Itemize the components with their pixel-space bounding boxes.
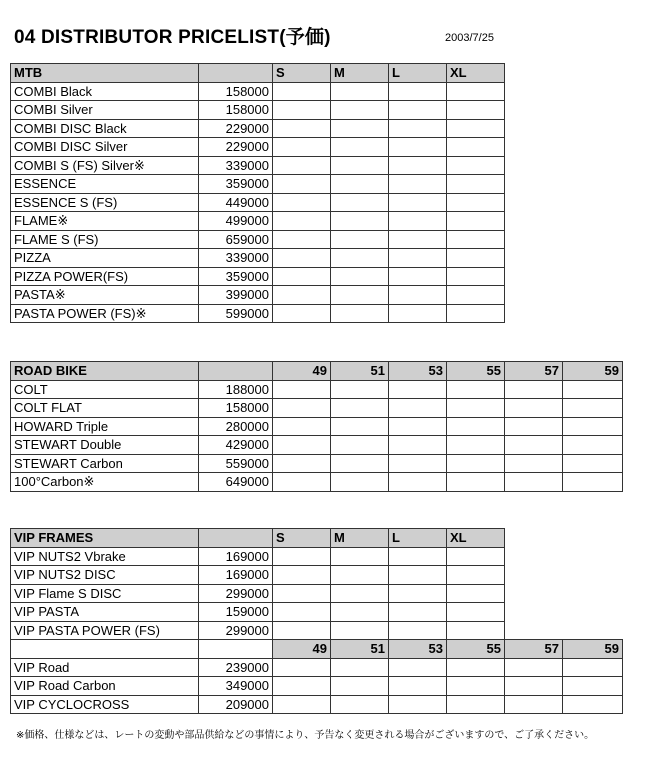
vip-road-size-header-row bbox=[11, 640, 623, 659]
table-row bbox=[11, 101, 505, 120]
model-name: VIP CYCLOCROSS bbox=[11, 695, 199, 714]
order-cell bbox=[389, 101, 447, 120]
order-cell bbox=[273, 399, 331, 418]
order-cell bbox=[563, 399, 623, 418]
order-cell bbox=[331, 249, 389, 268]
order-cell bbox=[273, 304, 331, 323]
model-price: 169000 bbox=[199, 547, 273, 566]
order-cell bbox=[447, 156, 505, 175]
order-cell bbox=[447, 304, 505, 323]
order-cell bbox=[273, 138, 331, 157]
price-header bbox=[199, 64, 273, 83]
model-price: 299000 bbox=[199, 621, 273, 640]
model-price: 158000 bbox=[199, 101, 273, 120]
order-cell bbox=[331, 138, 389, 157]
blank-cell bbox=[563, 566, 623, 585]
order-cell bbox=[331, 156, 389, 175]
table-row bbox=[11, 82, 505, 101]
table-row bbox=[11, 230, 505, 249]
size-header: 59 bbox=[563, 640, 623, 659]
order-cell bbox=[389, 658, 447, 677]
price-header bbox=[199, 362, 273, 381]
blank-cell bbox=[563, 584, 623, 603]
section-heading: MTB bbox=[11, 64, 199, 83]
order-cell bbox=[447, 267, 505, 286]
size-header: 53 bbox=[389, 362, 447, 381]
blank-cell bbox=[563, 547, 623, 566]
model-price: 449000 bbox=[199, 193, 273, 212]
order-cell bbox=[505, 417, 563, 436]
table-row bbox=[11, 156, 505, 175]
order-cell bbox=[331, 304, 389, 323]
order-cell bbox=[389, 677, 447, 696]
model-price: 649000 bbox=[199, 473, 273, 492]
size-header: 49 bbox=[273, 362, 331, 381]
model-price: 599000 bbox=[199, 304, 273, 323]
order-cell bbox=[389, 138, 447, 157]
model-name: COMBI Silver bbox=[11, 101, 199, 120]
model-name: PASTA※ bbox=[11, 286, 199, 305]
table-row bbox=[11, 658, 623, 677]
order-cell bbox=[447, 454, 505, 473]
table-row bbox=[11, 212, 505, 231]
page-title: 04 DISTRIBUTOR PRICELIST(予価) bbox=[14, 27, 331, 48]
order-cell bbox=[447, 119, 505, 138]
order-cell bbox=[389, 454, 447, 473]
order-cell bbox=[389, 566, 447, 585]
order-cell bbox=[331, 193, 389, 212]
table-row bbox=[11, 417, 623, 436]
blank-cell bbox=[563, 529, 623, 548]
table-row bbox=[11, 473, 623, 492]
model-name: FLAME S (FS) bbox=[11, 230, 199, 249]
order-cell bbox=[331, 566, 389, 585]
blank-cell bbox=[505, 529, 563, 548]
order-cell bbox=[273, 380, 331, 399]
size-header: 55 bbox=[447, 640, 505, 659]
model-name: VIP Road Carbon bbox=[11, 677, 199, 696]
order-cell bbox=[505, 473, 563, 492]
model-name: COLT FLAT bbox=[11, 399, 199, 418]
order-cell bbox=[273, 101, 331, 120]
order-cell bbox=[389, 119, 447, 138]
model-name: COLT bbox=[11, 380, 199, 399]
order-cell bbox=[389, 584, 447, 603]
order-cell bbox=[505, 695, 563, 714]
order-cell bbox=[563, 677, 623, 696]
price-header bbox=[199, 529, 273, 548]
order-cell bbox=[273, 454, 331, 473]
model-name: VIP Flame S DISC bbox=[11, 584, 199, 603]
blank-cell bbox=[505, 603, 563, 622]
model-name: VIP PASTA bbox=[11, 603, 199, 622]
order-cell bbox=[389, 436, 447, 455]
order-cell bbox=[273, 584, 331, 603]
size-header: 57 bbox=[505, 640, 563, 659]
section-heading: ROAD BIKE bbox=[11, 362, 199, 381]
order-cell bbox=[447, 175, 505, 194]
order-cell bbox=[331, 380, 389, 399]
order-cell bbox=[273, 473, 331, 492]
size-header: S bbox=[273, 529, 331, 548]
model-name: STEWART Double bbox=[11, 436, 199, 455]
model-name: HOWARD Triple bbox=[11, 417, 199, 436]
order-cell bbox=[389, 175, 447, 194]
order-cell bbox=[273, 677, 331, 696]
model-price: 349000 bbox=[199, 677, 273, 696]
order-cell bbox=[447, 212, 505, 231]
model-price: 429000 bbox=[199, 436, 273, 455]
order-cell bbox=[331, 621, 389, 640]
order-cell bbox=[447, 566, 505, 585]
size-header: L bbox=[389, 64, 447, 83]
model-name: VIP PASTA POWER (FS) bbox=[11, 621, 199, 640]
order-cell bbox=[447, 417, 505, 436]
order-cell bbox=[331, 119, 389, 138]
table-row bbox=[11, 621, 623, 640]
size-header: 51 bbox=[331, 640, 389, 659]
order-cell bbox=[505, 454, 563, 473]
table-row bbox=[11, 267, 505, 286]
size-header: XL bbox=[447, 529, 505, 548]
blank-cell bbox=[505, 621, 563, 640]
model-price: 399000 bbox=[199, 286, 273, 305]
model-name: ESSENCE bbox=[11, 175, 199, 194]
order-cell bbox=[273, 547, 331, 566]
model-price: 280000 bbox=[199, 417, 273, 436]
model-name: COMBI Black bbox=[11, 82, 199, 101]
model-name: VIP Road bbox=[11, 658, 199, 677]
model-name: ESSENCE S (FS) bbox=[11, 193, 199, 212]
model-name: PASTA POWER (FS)※ bbox=[11, 304, 199, 323]
table-header-row bbox=[11, 362, 623, 381]
order-cell bbox=[447, 473, 505, 492]
model-price: 158000 bbox=[199, 82, 273, 101]
order-cell bbox=[389, 417, 447, 436]
table-row bbox=[11, 119, 505, 138]
size-header: M bbox=[331, 64, 389, 83]
model-price: 659000 bbox=[199, 230, 273, 249]
model-price: 359000 bbox=[199, 267, 273, 286]
order-cell bbox=[331, 658, 389, 677]
order-cell bbox=[447, 584, 505, 603]
order-cell bbox=[389, 156, 447, 175]
order-cell bbox=[273, 193, 331, 212]
order-cell bbox=[389, 286, 447, 305]
model-price: 499000 bbox=[199, 212, 273, 231]
order-cell bbox=[447, 193, 505, 212]
order-cell bbox=[563, 473, 623, 492]
order-cell bbox=[505, 399, 563, 418]
order-cell bbox=[505, 436, 563, 455]
order-cell bbox=[331, 286, 389, 305]
road-bike-price-table bbox=[10, 361, 623, 492]
order-cell bbox=[447, 677, 505, 696]
order-cell bbox=[273, 658, 331, 677]
order-cell bbox=[563, 436, 623, 455]
order-cell bbox=[331, 399, 389, 418]
table-row bbox=[11, 304, 505, 323]
order-cell bbox=[389, 212, 447, 231]
table-row bbox=[11, 380, 623, 399]
model-name: STEWART Carbon bbox=[11, 454, 199, 473]
order-cell bbox=[447, 82, 505, 101]
model-price: 339000 bbox=[199, 156, 273, 175]
order-cell bbox=[273, 267, 331, 286]
table-row bbox=[11, 547, 623, 566]
table-row bbox=[11, 436, 623, 455]
order-cell bbox=[331, 212, 389, 231]
order-cell bbox=[273, 436, 331, 455]
table-row bbox=[11, 695, 623, 714]
table-header-row bbox=[11, 529, 623, 548]
size-header: L bbox=[389, 529, 447, 548]
size-header: 53 bbox=[389, 640, 447, 659]
model-price: 339000 bbox=[199, 249, 273, 268]
table-row bbox=[11, 286, 505, 305]
order-cell bbox=[389, 380, 447, 399]
model-price: 359000 bbox=[199, 175, 273, 194]
order-cell bbox=[331, 417, 389, 436]
model-name: COMBI DISC Black bbox=[11, 119, 199, 138]
table-row bbox=[11, 566, 623, 585]
order-cell bbox=[331, 82, 389, 101]
order-cell bbox=[331, 230, 389, 249]
order-cell bbox=[447, 436, 505, 455]
model-name: PIZZA POWER(FS) bbox=[11, 267, 199, 286]
size-header: XL bbox=[447, 64, 505, 83]
mtb-price-table bbox=[10, 63, 505, 323]
order-cell bbox=[447, 138, 505, 157]
order-cell bbox=[447, 380, 505, 399]
model-price: 158000 bbox=[199, 399, 273, 418]
model-price: 239000 bbox=[199, 658, 273, 677]
blank-cell bbox=[563, 621, 623, 640]
blank-cell bbox=[505, 566, 563, 585]
order-cell bbox=[447, 286, 505, 305]
blank-cell bbox=[505, 547, 563, 566]
order-cell bbox=[331, 267, 389, 286]
table-row bbox=[11, 603, 623, 622]
order-cell bbox=[389, 193, 447, 212]
order-cell bbox=[273, 119, 331, 138]
model-price: 169000 bbox=[199, 566, 273, 585]
blank-cell bbox=[199, 640, 273, 659]
order-cell bbox=[273, 249, 331, 268]
order-cell bbox=[331, 454, 389, 473]
size-header: 57 bbox=[505, 362, 563, 381]
table-row bbox=[11, 584, 623, 603]
model-price: 229000 bbox=[199, 138, 273, 157]
order-cell bbox=[331, 436, 389, 455]
order-cell bbox=[505, 658, 563, 677]
order-cell bbox=[331, 175, 389, 194]
order-cell bbox=[389, 249, 447, 268]
order-cell bbox=[563, 658, 623, 677]
blank-cell bbox=[11, 640, 199, 659]
order-cell bbox=[447, 399, 505, 418]
order-cell bbox=[563, 454, 623, 473]
order-cell bbox=[273, 212, 331, 231]
order-cell bbox=[273, 175, 331, 194]
order-cell bbox=[389, 230, 447, 249]
order-cell bbox=[389, 267, 447, 286]
order-cell bbox=[389, 473, 447, 492]
size-header: 59 bbox=[563, 362, 623, 381]
table-row bbox=[11, 454, 623, 473]
size-header: M bbox=[331, 529, 389, 548]
model-name: COMBI DISC Silver bbox=[11, 138, 199, 157]
table-row bbox=[11, 138, 505, 157]
order-cell bbox=[389, 695, 447, 714]
order-cell bbox=[389, 304, 447, 323]
order-cell bbox=[331, 101, 389, 120]
model-name: VIP NUTS2 Vbrake bbox=[11, 547, 199, 566]
order-cell bbox=[331, 473, 389, 492]
order-cell bbox=[563, 380, 623, 399]
order-cell bbox=[273, 230, 331, 249]
table-header-row bbox=[11, 64, 505, 83]
order-cell bbox=[331, 547, 389, 566]
order-cell bbox=[563, 417, 623, 436]
order-cell bbox=[273, 286, 331, 305]
model-price: 209000 bbox=[199, 695, 273, 714]
section-heading: VIP FRAMES bbox=[11, 529, 199, 548]
order-cell bbox=[505, 677, 563, 696]
order-cell bbox=[389, 547, 447, 566]
order-cell bbox=[273, 566, 331, 585]
order-cell bbox=[447, 230, 505, 249]
order-cell bbox=[273, 621, 331, 640]
vip-frames-price-table bbox=[10, 528, 623, 714]
order-cell bbox=[389, 603, 447, 622]
model-name: PIZZA bbox=[11, 249, 199, 268]
date-label: 2003/7/25 bbox=[445, 32, 494, 44]
model-price: 299000 bbox=[199, 584, 273, 603]
order-cell bbox=[447, 603, 505, 622]
size-header: 51 bbox=[331, 362, 389, 381]
order-cell bbox=[447, 101, 505, 120]
order-cell bbox=[505, 380, 563, 399]
order-cell bbox=[331, 603, 389, 622]
table-row bbox=[11, 193, 505, 212]
order-cell bbox=[389, 621, 447, 640]
order-cell bbox=[273, 695, 331, 714]
model-price: 229000 bbox=[199, 119, 273, 138]
order-cell bbox=[273, 603, 331, 622]
model-name: FLAME※ bbox=[11, 212, 199, 231]
table-row bbox=[11, 249, 505, 268]
model-price: 159000 bbox=[199, 603, 273, 622]
model-name: 100°Carbon※ bbox=[11, 473, 199, 492]
table-row bbox=[11, 399, 623, 418]
model-price: 559000 bbox=[199, 454, 273, 473]
order-cell bbox=[563, 695, 623, 714]
blank-cell bbox=[505, 584, 563, 603]
table-row bbox=[11, 677, 623, 696]
order-cell bbox=[447, 658, 505, 677]
size-header: 55 bbox=[447, 362, 505, 381]
table-row bbox=[11, 175, 505, 194]
model-name: VIP NUTS2 DISC bbox=[11, 566, 199, 585]
size-header: S bbox=[273, 64, 331, 83]
order-cell bbox=[331, 695, 389, 714]
model-name: COMBI S (FS) Silver※ bbox=[11, 156, 199, 175]
order-cell bbox=[447, 547, 505, 566]
order-cell bbox=[331, 677, 389, 696]
order-cell bbox=[447, 621, 505, 640]
model-price: 188000 bbox=[199, 380, 273, 399]
order-cell bbox=[273, 417, 331, 436]
order-cell bbox=[389, 399, 447, 418]
order-cell bbox=[389, 82, 447, 101]
order-cell bbox=[447, 249, 505, 268]
order-cell bbox=[331, 584, 389, 603]
order-cell bbox=[447, 695, 505, 714]
size-header: 49 bbox=[273, 640, 331, 659]
footer-note: ※価格、仕様などは、レートの変動や部品供給などの事情により、予告なく変更される場合がございますので、ご了承ください。 bbox=[16, 730, 595, 741]
order-cell bbox=[273, 82, 331, 101]
order-cell bbox=[273, 156, 331, 175]
blank-cell bbox=[563, 603, 623, 622]
